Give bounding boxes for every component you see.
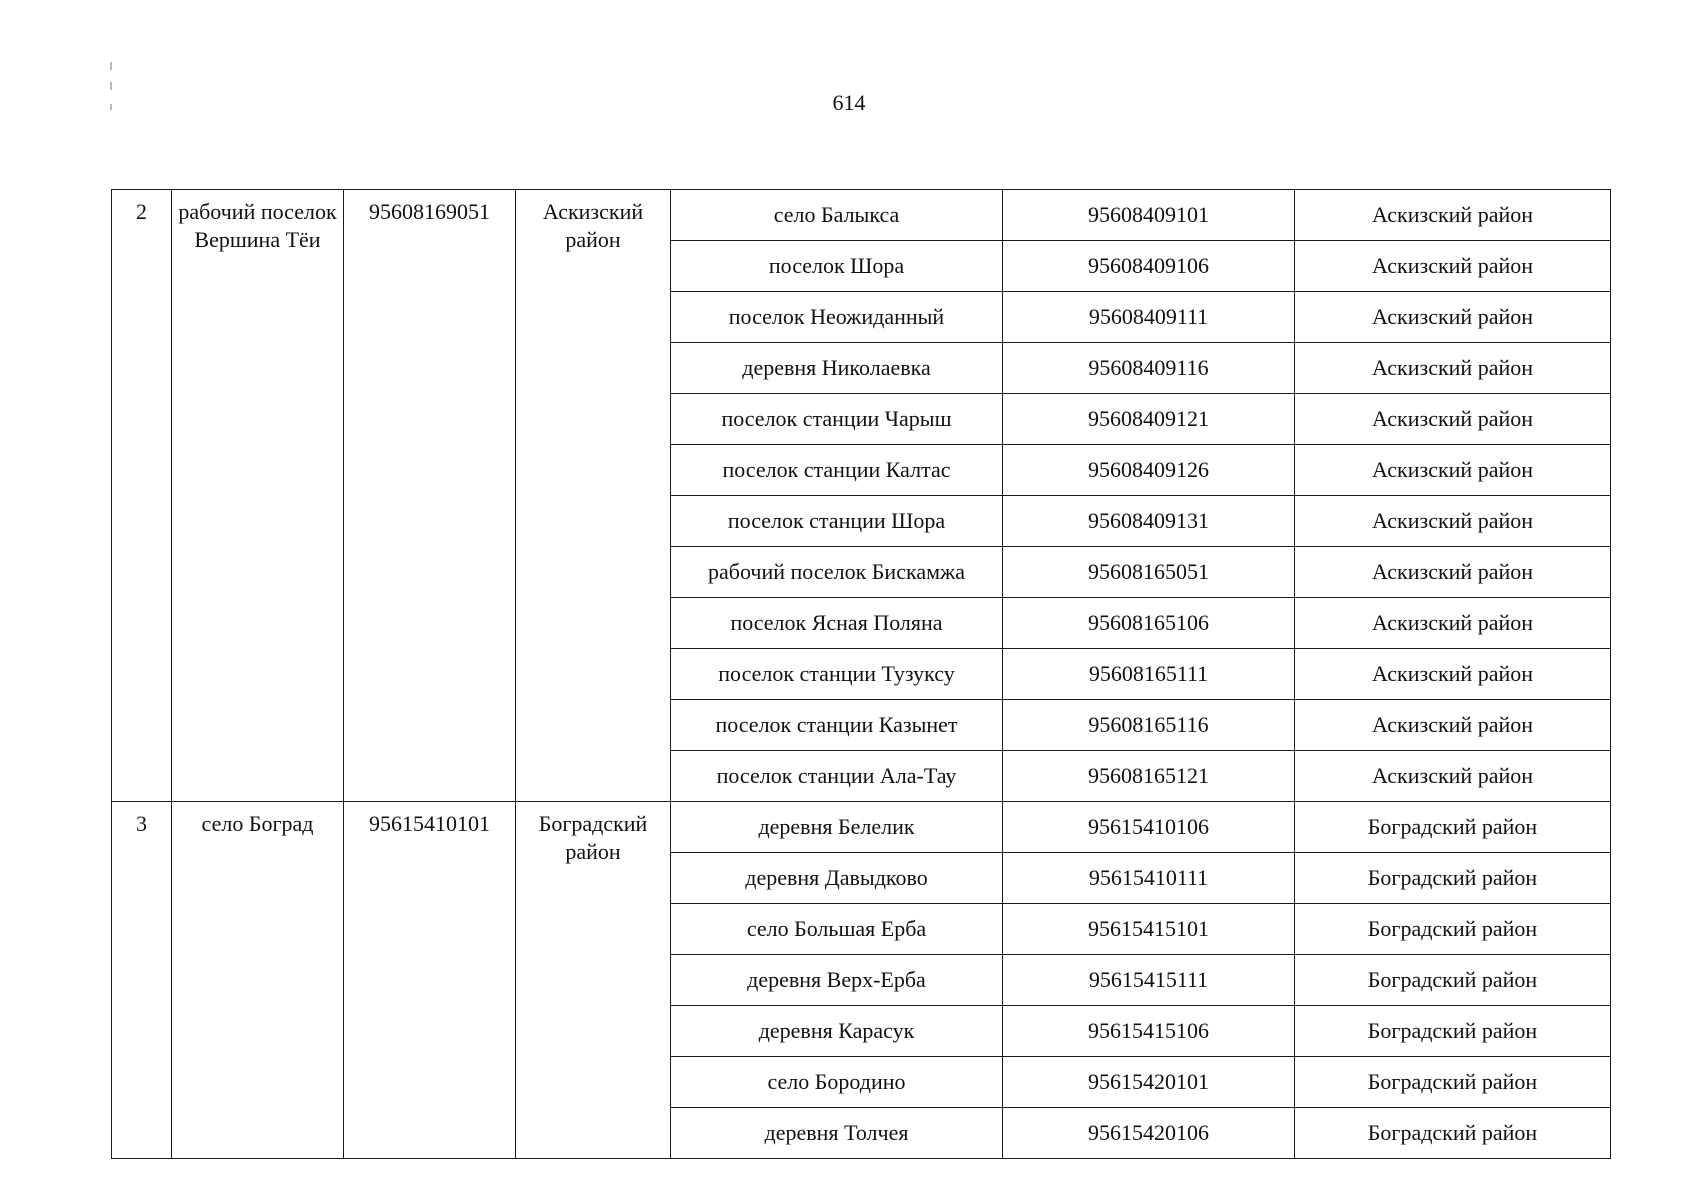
settlement-table [111, 189, 1611, 1159]
sub-settlement-name: деревня Карасук [671, 1006, 1003, 1057]
sub-settlement-district: Аскизский район [1295, 547, 1611, 598]
main-settlement-code: 95615410101 [344, 802, 516, 1159]
sub-settlement-district: Боградский район [1295, 1108, 1611, 1159]
sub-settlement-name: поселок станции Тузуксу [671, 649, 1003, 700]
sub-settlement-code: 95608165116 [1003, 700, 1295, 751]
sub-settlement-name: деревня Белелик [671, 802, 1003, 853]
sub-settlement-district: Боградский район [1295, 1006, 1611, 1057]
scan-mark [110, 62, 112, 70]
sub-settlement-district: Аскизский район [1295, 292, 1611, 343]
sub-settlement-code: 95608409116 [1003, 343, 1295, 394]
sub-settlement-district: Аскизский район [1295, 700, 1611, 751]
sub-settlement-code: 95615420106 [1003, 1108, 1295, 1159]
sub-settlement-code: 95615415111 [1003, 955, 1295, 1006]
sub-settlement-district: Боградский район [1295, 955, 1611, 1006]
sub-settlement-code: 95608409126 [1003, 445, 1295, 496]
sub-settlement-code: 95608409131 [1003, 496, 1295, 547]
sub-settlement-name: поселок станции Шора [671, 496, 1003, 547]
table-row [112, 190, 1611, 241]
row-number: 2 [112, 190, 172, 802]
sub-settlement-name: деревня Николаевка [671, 343, 1003, 394]
sub-settlement-code: 95608409101 [1003, 190, 1295, 241]
main-settlement: рабочий поселок Вершина Тёи [172, 190, 344, 802]
sub-settlement-code: 95608165051 [1003, 547, 1295, 598]
sub-settlement-code: 95608165106 [1003, 598, 1295, 649]
sub-settlement-district: Аскизский район [1295, 445, 1611, 496]
sub-settlement-code: 95608409121 [1003, 394, 1295, 445]
scan-mark [110, 82, 112, 90]
sub-settlement-name: деревня Давыдково [671, 853, 1003, 904]
sub-settlement-name: поселок Неожиданный [671, 292, 1003, 343]
main-settlement: село Боград [172, 802, 344, 1159]
sub-settlement-name: село Балыкса [671, 190, 1003, 241]
sub-settlement-district: Аскизский район [1295, 241, 1611, 292]
sub-settlement-name: поселок станции Ала-Тау [671, 751, 1003, 802]
sub-settlement-district: Аскизский район [1295, 649, 1611, 700]
sub-settlement-name: поселок Ясная Поляна [671, 598, 1003, 649]
scan-mark [110, 104, 112, 110]
sub-settlement-district: Аскизский район [1295, 394, 1611, 445]
sub-settlement-name: поселок Шора [671, 241, 1003, 292]
sub-settlement-code: 95615420101 [1003, 1057, 1295, 1108]
sub-settlement-name: поселок станции Калтас [671, 445, 1003, 496]
sub-settlement-name: поселок станции Чарыш [671, 394, 1003, 445]
sub-settlement-code: 95608409106 [1003, 241, 1295, 292]
main-district: Боградский район [516, 802, 671, 1159]
sub-settlement-name: поселок станции Казынет [671, 700, 1003, 751]
sub-settlement-district: Боградский район [1295, 1057, 1611, 1108]
table-body [112, 190, 1611, 1159]
sub-settlement-name: рабочий поселок Бискамжа [671, 547, 1003, 598]
sub-settlement-district: Аскизский район [1295, 598, 1611, 649]
sub-settlement-code: 95615415101 [1003, 904, 1295, 955]
sub-settlement-code: 95608409111 [1003, 292, 1295, 343]
sub-settlement-code: 95615415106 [1003, 1006, 1295, 1057]
sub-settlement-code: 95615410111 [1003, 853, 1295, 904]
sub-settlement-name: деревня Толчея [671, 1108, 1003, 1159]
sub-settlement-district: Аскизский район [1295, 343, 1611, 394]
sub-settlement-district: Боградский район [1295, 853, 1611, 904]
sub-settlement-district: Боградский район [1295, 802, 1611, 853]
main-district: Аскизский район [516, 190, 671, 802]
sub-settlement-district: Аскизский район [1295, 496, 1611, 547]
sub-settlement-code: 95608165111 [1003, 649, 1295, 700]
sub-settlement-name: село Бородино [671, 1057, 1003, 1108]
row-number: 3 [112, 802, 172, 1159]
sub-settlement-code: 95608165121 [1003, 751, 1295, 802]
sub-settlement-district: Аскизский район [1295, 751, 1611, 802]
sub-settlement-name: деревня Верх-Ерба [671, 955, 1003, 1006]
page-number: 614 [832, 90, 866, 115]
main-settlement-code: 95608169051 [344, 190, 516, 802]
sub-settlement-district: Боградский район [1295, 904, 1611, 955]
table-row [112, 802, 1611, 853]
sub-settlement-code: 95615410106 [1003, 802, 1295, 853]
sub-settlement-district: Аскизский район [1295, 190, 1611, 241]
sub-settlement-name: село Большая Ерба [671, 904, 1003, 955]
